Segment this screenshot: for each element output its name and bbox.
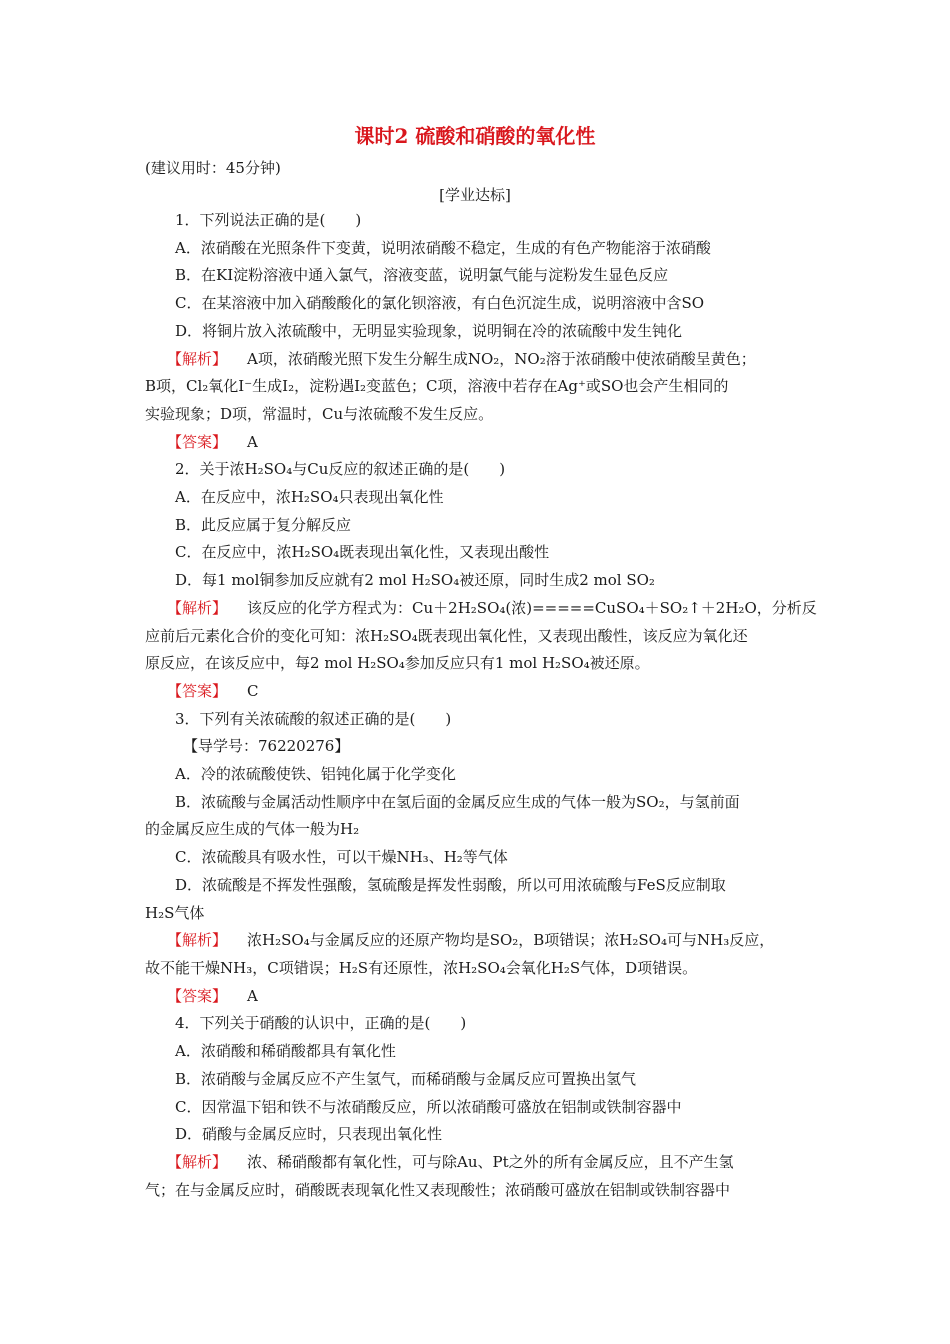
q4-option-b: B．浓硝酸与金属反应不产生氢气，而稀硝酸与金属反应可置换出氢气: [175, 1069, 637, 1088]
question-content: [145, 207, 817, 1204]
q1-option-a: A．浓硝酸在光照条件下变黄，说明浓硝酸不稳定，生成的有色产物能溶于浓硝酸: [175, 238, 711, 257]
q3-option-d-cont: H₂S气体: [145, 903, 205, 922]
analysis-tag: 【解析】: [167, 598, 228, 617]
q4-analysis-line: [145, 1149, 807, 1177]
answer-tag: 【答案】: [167, 681, 228, 700]
q1-answer: A: [247, 432, 258, 451]
q1-option-c: C．在某溶液中加入硝酸酸化的氯化钡溶液，有白色沉淀生成，说明溶液中含SO: [175, 294, 705, 313]
q3-analysis-line: 故不能干燥NH₃，C项错误；H₂S有还原性，浓H₂SO₄会氧化H₂S气体，D项错误。: [145, 958, 698, 977]
q2-analysis-line: [145, 595, 817, 623]
page-title: 课时2 硫酸和硝酸的氧化性: [354, 124, 596, 148]
q1-analysis-line: B项，Cl₂氧化I⁻生成I₂，淀粉遇I₂变蓝色；C项，溶液中若存在Ag⁺或SO也会产生相同的: [145, 377, 729, 396]
q3-stem: 3．下列有关浓硫酸的叙述正确的是( ): [175, 709, 452, 728]
q2-analysis-line: 原反应，在该反应中，每2 mol H₂SO₄参加反应只有1 mol H₂SO₄被还原。: [145, 654, 650, 673]
suggested-time: (建议用时：45分钟): [145, 159, 281, 177]
q3-answer: A: [247, 986, 258, 1005]
q3-option-a: A．冷的浓硫酸使铁、铝钝化属于化学变化: [175, 765, 456, 784]
q4-analysis-text: 浓、稀硝酸都有氧化性，可与除Au、Pt之外的所有金属反应，且不产生氢: [247, 1152, 734, 1171]
q2-answer: C: [247, 681, 259, 700]
q4-option-c: C．因常温下铝和铁不与浓硝酸反应，所以浓硝酸可盛放在铝制或铁制容器中: [175, 1097, 682, 1116]
q4-stem: 4．下列关于硝酸的认识中，正确的是( ): [175, 1014, 467, 1033]
q3-option-b-cont: 的金属反应生成的气体一般为H₂: [145, 820, 360, 839]
guide-number: 【导学号：76220276】: [183, 737, 350, 756]
q3-answer-line: [145, 983, 807, 1011]
q2-option-d: D．每1 mol铜参加反应就有2 mol H₂SO₄被还原，同时生成2 mol SO₂: [175, 571, 655, 590]
analysis-tag: 【解析】: [167, 1152, 228, 1171]
answer-tag: 【答案】: [167, 432, 228, 451]
q2-analysis-text: 该反应的化学方程式为：Cu＋2H₂SO₄(浓)=====CuSO₄＋SO₂↑＋2H₂O，分析反: [247, 598, 817, 617]
q2-option-c: C．在反应中，浓H₂SO₄既表现出氧化性，又表现出酸性: [175, 543, 550, 562]
q4-analysis-line: 气；在与金属反应时，硝酸既表现氧化性又表现酸性；浓硝酸可盛放在铝制或铁制容器中: [145, 1180, 731, 1199]
q1-analysis-line: [145, 346, 807, 374]
q1-analysis-line: 实验现象；D项，常温时，Cu与浓硫酸不发生反应。: [145, 404, 494, 423]
section-heading: [学业达标]: [439, 186, 511, 204]
q3-analysis-line: [145, 927, 807, 955]
q1-option-b: B．在KI淀粉溶液中通入氯气，溶液变蓝，说明氯气能与淀粉发生显色反应: [175, 266, 669, 285]
q3-option-d: D．浓硫酸是不挥发性强酸，氢硫酸是挥发性弱酸，所以可用浓硫酸与FeS反应制取: [175, 875, 726, 894]
q2-option-b: B．此反应属于复分解反应: [175, 515, 352, 534]
analysis-tag: 【解析】: [167, 931, 228, 950]
q2-stem: 2．关于浓H₂SO₄与Cu反应的叙述正确的是( ): [175, 460, 506, 479]
q1-option-d: D．将铜片放入浓硫酸中，无明显实验现象，说明铜在冷的浓硫酸中发生钝化: [175, 321, 683, 340]
q2-option-a: A．在反应中，浓H₂SO₄只表现出氧化性: [175, 488, 444, 507]
q2-analysis-line: 应前后元素化合价的变化可知：浓H₂SO₄既表现出氧化性，又表现出酸性，该反应为氧化还: [145, 626, 748, 645]
q3-analysis-text: 浓H₂SO₄与金属反应的还原产物均是SO₂，B项错误；浓H₂SO₄可与NH₃反应，: [247, 931, 775, 950]
q4-option-d: D．硝酸与金属反应时，只表现出氧化性: [175, 1125, 443, 1144]
q4-option-a: A．浓硝酸和稀硝酸都具有氧化性: [175, 1042, 396, 1061]
answer-tag: 【答案】: [167, 986, 228, 1005]
q1-analysis-text: A项，浓硝酸光照下发生分解生成NO₂，NO₂溶于浓硝酸中使浓硝酸呈黄色；: [247, 349, 756, 368]
q1-answer-line: [145, 429, 807, 457]
analysis-tag: 【解析】: [167, 349, 228, 368]
q3-option-c: C．浓硫酸具有吸水性，可以干燥NH₃、H₂等气体: [175, 848, 508, 867]
q2-answer-line: [145, 678, 807, 706]
q1-stem: 1．下列说法正确的是( ): [175, 211, 362, 229]
q3-option-b: B．浓硫酸与金属活动性顺序中在氢后面的金属反应生成的气体一般为SO₂，与氢前面: [175, 792, 740, 811]
